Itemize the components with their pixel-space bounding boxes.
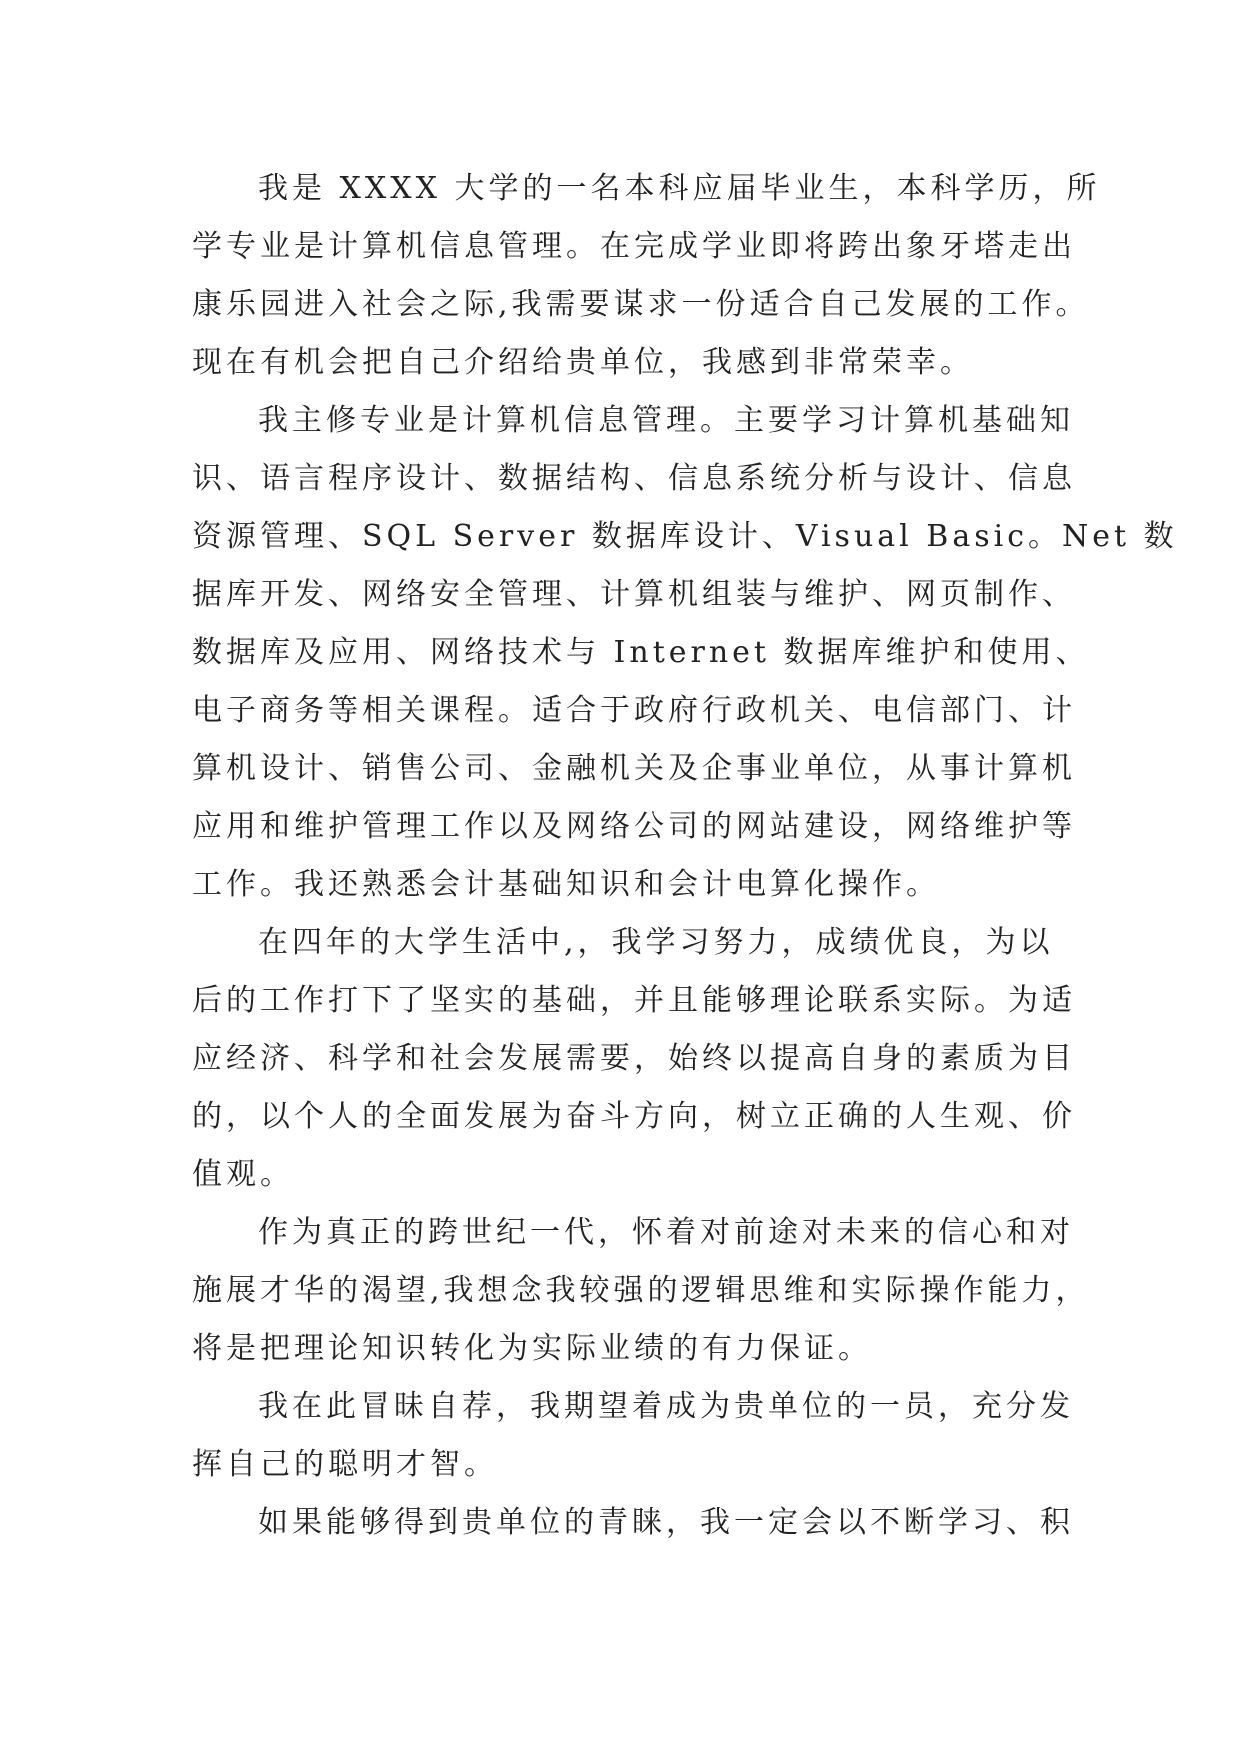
paragraph-2-line-3: 资源管理、SQL Server 数据库设计、Visual Basic。Net 数 [192,519,1178,554]
paragraph-3-line-3: 应经济、科学和社会发展需要，始终以提高自身的素质为目 [192,1041,1076,1076]
paragraph-2-line-4: 据库开发、网络安全管理、计算机组装与维护、网页制作、 [192,577,1076,612]
paragraph-2-line-1: 我主修专业是计算机信息管理。主要学习计算机基础知 [258,403,1074,438]
cover-letter-body [192,160,1178,1552]
paragraph-3-line-5: 值观。 [192,1157,294,1192]
paragraph-5-line-2: 挥自己的聪明才智。 [192,1447,498,1482]
paragraph-2-line-6: 电子商务等相关课程。适合于政府行政机关、电信部门、计 [192,693,1076,728]
paragraph-1-line-1: 我是 XXXX 大学的一名本科应届毕业生，本科学历，所 [258,171,1101,206]
paragraph-2-line-8: 应用和维护管理工作以及网络公司的网站建设，网络维护等 [192,809,1076,844]
paragraph-6-line-1: 如果能够得到贵单位的青睐，我一定会以不断学习、积 [258,1505,1074,1540]
paragraph-5-line-1: 我在此冒昧自荐，我期望着成为贵单位的一员，充分发 [258,1389,1074,1424]
paragraph-3-line-1: 在四年的大学生活中,，我学习努力，成绩优良，为以 [258,925,1054,960]
paragraph-2-line-5: 数据库及应用、网络技术与 Internet 数据库维护和使用、 [192,635,1090,670]
paragraph-2-line-7: 算机设计、销售公司、金融机关及企事业单位，从事计算机 [192,751,1076,786]
paragraph-4-line-2: 施展才华的渴望,我想念我较强的逻辑思维和实际操作能力， [192,1273,1090,1308]
paragraph-2-line-2: 识、语言程序设计、数据结构、信息系统分析与设计、信息 [192,461,1076,496]
paragraph-3-line-4: 的，以个人的全面发展为奋斗方向，树立正确的人生观、价 [192,1099,1076,1134]
paragraph-2-line-9: 工作。我还熟悉会计基础知识和会计电算化操作。 [192,867,940,902]
paragraph-3-line-2: 后的工作打下了坚实的基础，并且能够理论联系实际。为适 [192,983,1076,1018]
paragraph-1-line-2: 学专业是计算机信息管理。在完成学业即将跨出象牙塔走出 [192,229,1076,264]
paragraph-4-line-1: 作为真正的跨世纪一代，怀着对前途对未来的信心和对 [258,1215,1074,1250]
paragraph-1-line-4: 现在有机会把自己介绍给贵单位，我感到非常荣幸。 [192,345,974,380]
paragraph-1-line-3: 康乐园进入社会之际,我需要谋求一份适合自己发展的工作。 [192,287,1090,322]
paragraph-4-line-3: 将是把理论知识转化为实际业绩的有力保证。 [192,1331,872,1366]
